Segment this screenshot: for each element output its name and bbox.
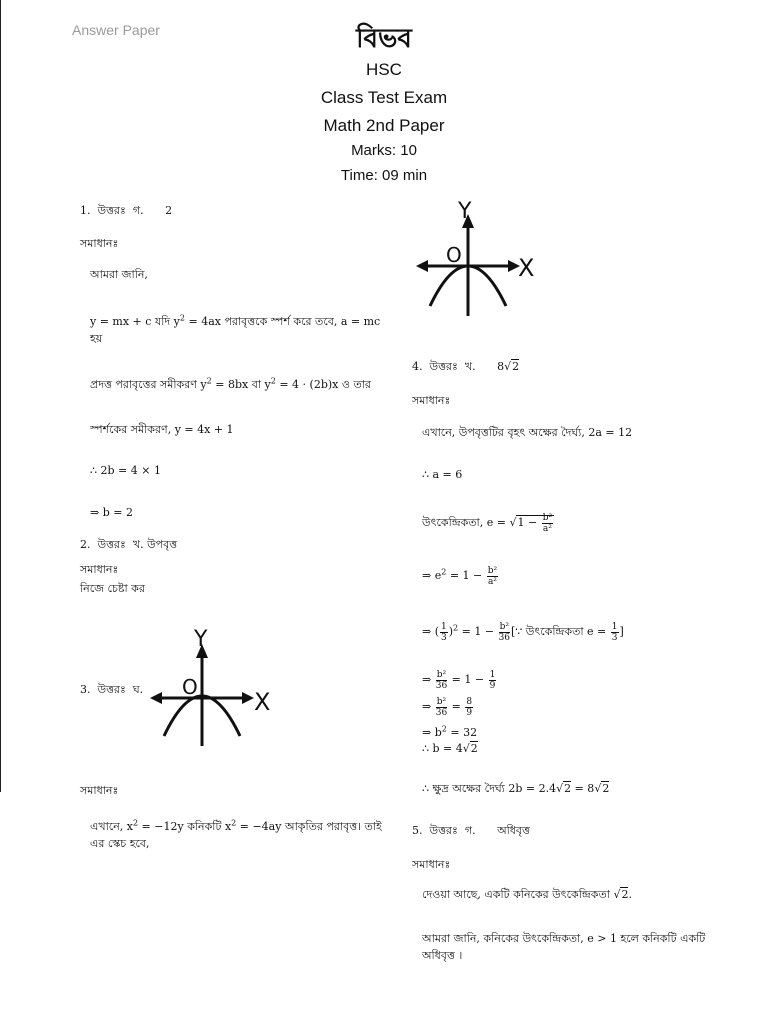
q3-l1a: এখানে, x	[90, 820, 133, 833]
q1-number: 1.	[80, 204, 91, 217]
q2-note: নিজে চেষ্টা কর	[80, 582, 145, 595]
numerator: b²	[487, 565, 498, 576]
q5-line-3: অধিবৃত্ত ।	[422, 949, 463, 962]
q4-l5d: [∵ উৎকেন্দ্রিকতা e =	[511, 625, 610, 638]
q1-value: 2	[165, 204, 173, 217]
numerator: 8	[466, 696, 473, 707]
solution-label: সমাধানঃ	[80, 784, 119, 797]
q5-line-1: দেওয়া আছে, একটি কনিকের উৎকেন্দ্রিকতা √2.	[422, 888, 632, 901]
q4-line-10: ∴ ক্ষুদ্র অক্ষের দৈর্ঘ্য 2b = 2.4√2 = 8√2	[422, 782, 610, 795]
answer-label: উত্তরঃ	[97, 204, 126, 217]
q5-value: অধিবৃত্ত	[497, 824, 530, 837]
y-axis-label: Y	[458, 199, 472, 224]
q4-eccentricity-line: উৎকেন্দ্রিকতা, e = √1 − $\frac{\text{b²}}{\text{a²}}$	[422, 512, 553, 534]
q4-e-rad-a: 1 −	[517, 516, 541, 529]
exam-name: Class Test Exam	[320, 88, 448, 107]
q5-number: 5.	[412, 824, 423, 837]
q4-l7b: =	[448, 700, 465, 713]
solution-label: সমাধানঃ	[80, 563, 119, 576]
q5-answer-line	[412, 823, 530, 838]
brand-title: বিভব	[356, 24, 412, 54]
q4-l8b: = 32	[446, 726, 478, 739]
q4-l6a: ⇒	[422, 673, 435, 686]
q4-value-radicand: 2	[512, 360, 520, 373]
q1-line-1	[90, 314, 380, 329]
y-axis-label: Y	[194, 628, 208, 652]
q5-option: গ.	[464, 824, 476, 837]
q4-l5e: ]	[619, 625, 624, 638]
numerator: b²	[436, 669, 447, 680]
q1-line-4: ∴ 2b = 4 × 1	[90, 464, 161, 477]
q1-answer-line	[80, 203, 172, 218]
q4-line-6	[422, 667, 497, 693]
q1-l2a: প্রদত্ত পরাবৃত্তের সমীকরণ y	[90, 378, 207, 391]
denominator: 3	[611, 632, 618, 643]
origin-label: O	[182, 675, 198, 699]
q4-l9a: ∴ b = 4	[422, 742, 463, 755]
origin-label: O	[446, 243, 462, 267]
q4-l8a: ⇒ b	[422, 726, 442, 739]
exam-marks: Marks: 10	[351, 142, 417, 159]
numerator: 1	[441, 621, 447, 632]
answer-label: উত্তরঃ	[97, 538, 126, 551]
q3-option: ঘ.	[132, 683, 144, 696]
q1-l1a: y = mx + c যদি y	[90, 315, 180, 328]
q4-line-1: এখানে, উপবৃত্তটির বৃহৎ অক্ষের দৈর্ঘ্য, 2a = 12	[422, 426, 633, 439]
exponent: 2	[453, 623, 459, 633]
x-arrowhead-left	[150, 692, 162, 704]
q4-l10a: ∴ ক্ষুদ্র অক্ষের দৈর্ঘ্য 2b = 2.4	[422, 782, 557, 795]
q4-l10b: = 8	[571, 782, 595, 795]
q2-option: খ. উপবৃত্ত	[132, 538, 178, 551]
denominator: a²	[542, 523, 552, 534]
denominator: 3	[441, 632, 447, 643]
q1-option: গ.	[132, 204, 144, 217]
exponent: 2	[206, 376, 212, 386]
x-arrowhead	[242, 692, 254, 704]
q4-l5b: )	[448, 625, 454, 638]
numerator: b²	[499, 621, 509, 632]
radicand: 2	[621, 888, 629, 901]
q1-l2c: = 4 · (2b)x ও তার	[275, 378, 371, 391]
q4-value: 8√2	[497, 360, 520, 373]
q3-l1b: = −12y কনিকটি x	[138, 820, 232, 833]
fraction	[465, 697, 473, 718]
q2-answer-line	[80, 537, 177, 552]
q4-line-8	[422, 725, 477, 740]
q4-l5a: ⇒ (	[422, 625, 440, 638]
denominator: 36	[435, 680, 448, 691]
exam-level: HSC	[366, 60, 402, 79]
exponent: 2	[132, 818, 139, 828]
exponent: 2	[441, 567, 447, 577]
q1-l1b: = 4ax পরাবৃত্তকে স্পর্শ করে তবে, a = mc	[185, 315, 381, 328]
q4-line-5	[422, 619, 624, 645]
radicand: 2	[470, 742, 478, 755]
fraction	[542, 513, 553, 534]
solution-label: সমাধানঃ	[412, 394, 451, 407]
q4-parabola-graph	[414, 198, 544, 320]
q4-l7a: ⇒	[422, 700, 435, 713]
q5-l1b: .	[628, 888, 632, 901]
fraction	[487, 566, 498, 587]
answer-label: উত্তরঃ	[97, 683, 126, 696]
q4-e-radicand	[516, 512, 554, 534]
q4-option: খ.	[464, 360, 476, 373]
q5-line-2: আমরা জানি, কনিকের উৎকেন্দ্রিকতা, e > 1 হলে কনিকটি একটি	[422, 932, 706, 945]
q1-line-3: স্পর্শকের সমীকরণ, y = 4x + 1	[90, 423, 234, 436]
answer-label: উত্তরঃ	[429, 360, 458, 373]
q1-l2b: = 8bx বা y	[211, 378, 271, 391]
exponent: 2	[441, 724, 447, 734]
solution-label: সমাধানঃ	[80, 237, 119, 250]
q4-l4a: ⇒ e	[422, 569, 442, 582]
q4-line-4	[422, 563, 499, 589]
q4-number: 4.	[412, 360, 423, 373]
q4-line-7	[422, 694, 474, 720]
q4-value-coef: 8	[497, 360, 505, 373]
exam-time: Time: 09 min	[340, 167, 428, 184]
numerator: b²	[436, 696, 447, 707]
fraction	[440, 622, 448, 643]
denominator: 36	[498, 632, 511, 643]
q1-we-know: আমরা জানি,	[90, 268, 148, 281]
q1-line-1b: হয়	[90, 332, 103, 345]
exponent: 2	[179, 313, 185, 323]
q5-l1a: দেওয়া আছে, একটি কনিকের উৎকেন্দ্রিকতা	[422, 888, 614, 901]
q4-l6b: = 1 −	[448, 673, 488, 686]
q2-number: 2.	[80, 538, 91, 551]
exponent: 2	[231, 818, 237, 828]
q4-e-label: উৎকেন্দ্রিকতা, e =	[422, 516, 510, 529]
numerator: b²	[542, 512, 553, 523]
numerator: 1	[611, 621, 618, 632]
answer-label: উত্তরঃ	[429, 824, 458, 837]
q3-parabola-graph	[150, 628, 280, 750]
fraction	[499, 622, 510, 643]
paper-name: Math 2nd Paper	[323, 116, 445, 135]
denominator: 9	[489, 680, 496, 691]
q3-l1c: = −4ay আকৃতির পরাবৃত্ত। তাই	[236, 820, 382, 833]
radicand: 2	[564, 782, 572, 795]
q1-line-2	[90, 377, 371, 392]
fraction	[611, 622, 619, 643]
numerator: 1	[489, 669, 496, 680]
q3-line-1	[90, 819, 382, 834]
fraction	[436, 670, 447, 691]
x-axis-label: X	[254, 688, 271, 716]
q3-line-2: এর স্কেচ হবে,	[90, 837, 150, 850]
fraction	[489, 670, 497, 691]
q4-line-9: ∴ b = 4√2	[422, 742, 478, 755]
q4-l4b: = 1 −	[446, 569, 486, 582]
q4-l5c: = 1 −	[458, 625, 498, 638]
exponent: 2	[270, 376, 276, 386]
denominator: a²	[487, 576, 497, 587]
x-arrowhead-left	[416, 260, 428, 272]
q3-number: 3.	[80, 683, 91, 696]
x-axis-label: X	[518, 254, 535, 282]
q4-answer-line	[412, 359, 519, 374]
q3-answer-line	[80, 682, 143, 697]
fraction	[436, 697, 447, 718]
denominator: 36	[435, 707, 448, 718]
q1-line-5: ⇒ b = 2	[90, 506, 133, 519]
solution-label: সমাধানঃ	[412, 858, 451, 871]
radicand: 2	[602, 782, 610, 795]
q4-line-2: ∴ a = 6	[422, 468, 463, 481]
answer-paper-label: Answer Paper	[72, 22, 160, 38]
denominator: 9	[466, 707, 473, 718]
